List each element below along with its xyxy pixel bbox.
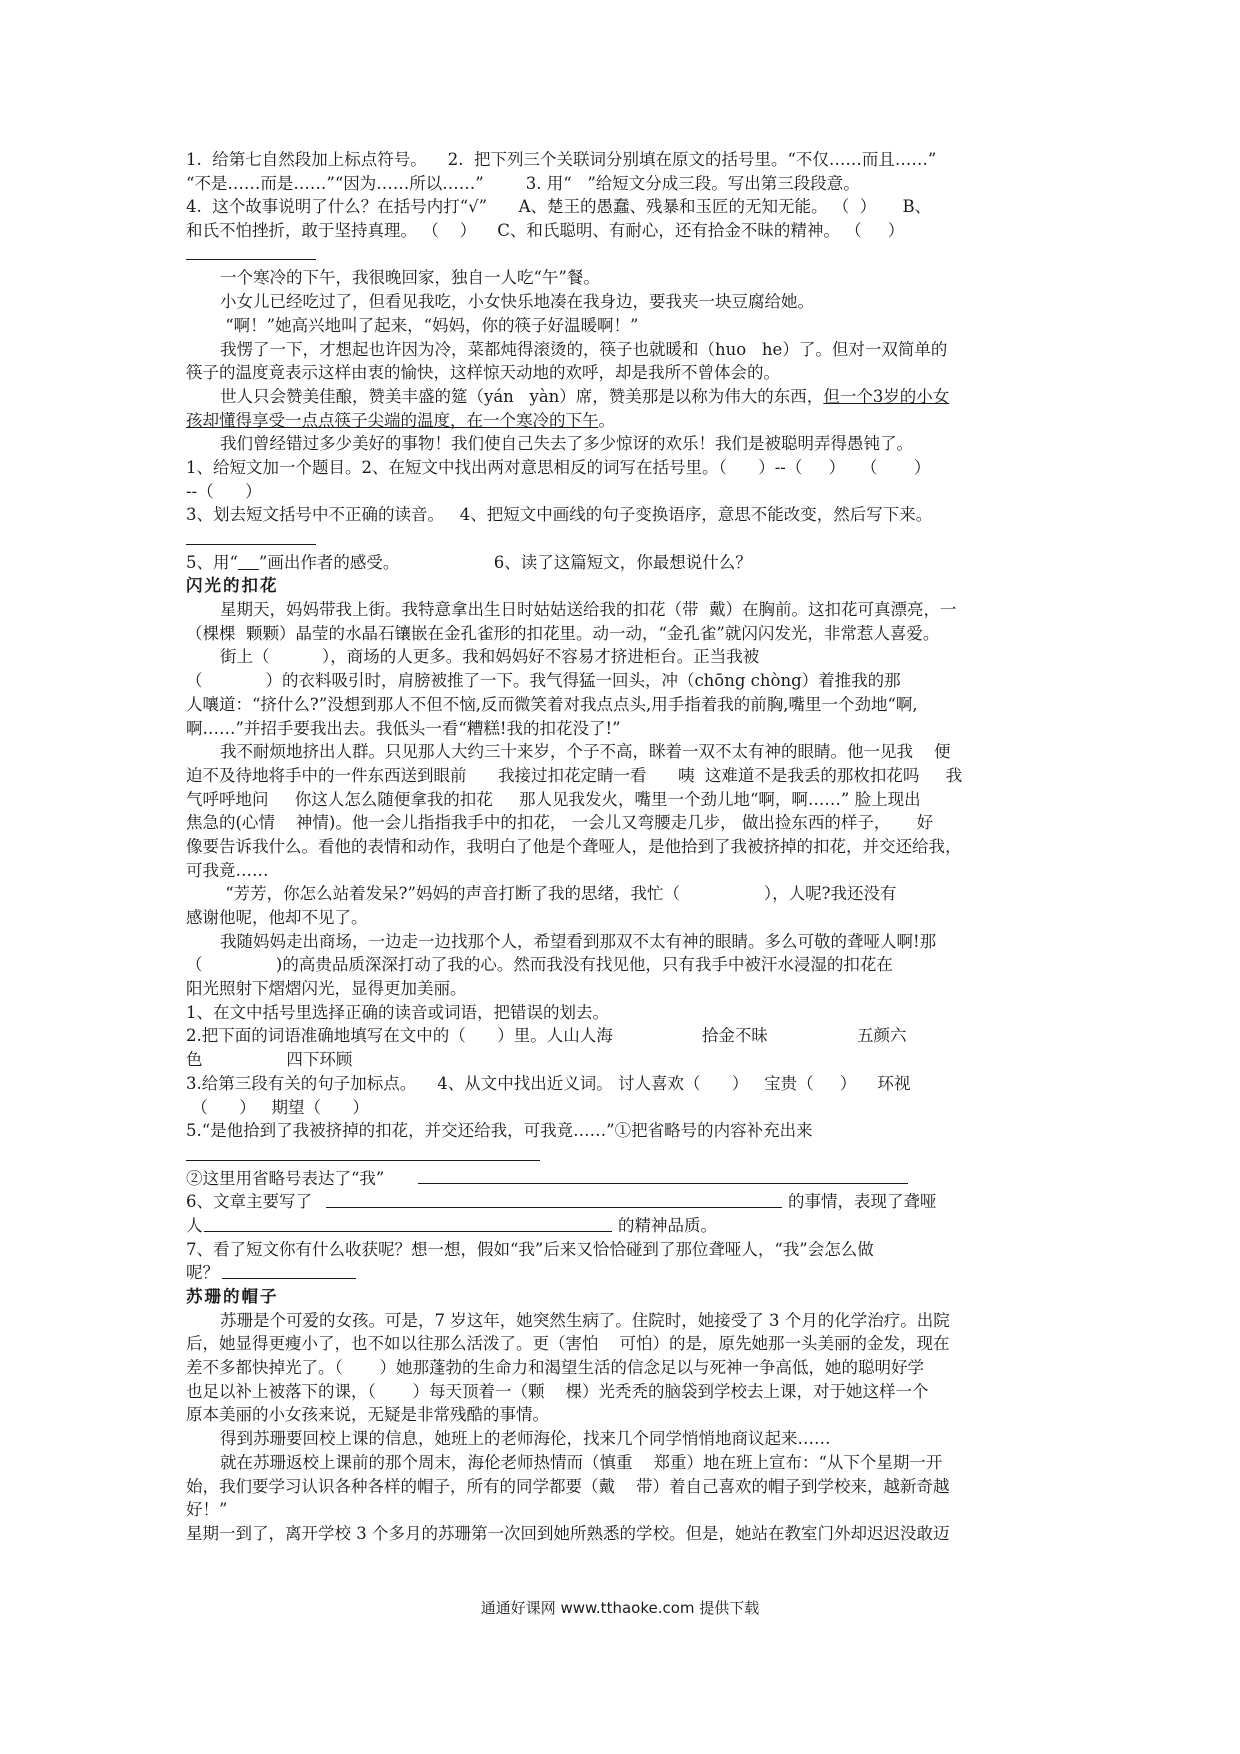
question-line bbox=[186, 1167, 1058, 1191]
text-span: 6、文章主要写了 bbox=[186, 1192, 312, 1212]
paragraph-line: 啊……”并招手要我出去。我低头一看“糟糕!我的扣花没了!” bbox=[186, 718, 621, 738]
question-line: 1、在文中括号里选择正确的读音或词语，把错误的划去。 bbox=[186, 1002, 609, 1022]
question-line: 7、看了短文你有什么收获呢？想一想，假如“我”后来又恰恰碰到了那位聋哑人，“我”会怎么做 bbox=[186, 1239, 874, 1259]
question-line: 色 四下环顾 bbox=[186, 1050, 353, 1070]
paragraph-line bbox=[186, 409, 1058, 433]
underlined-sentence: 孩却懂得享受一点点筷子尖端的温度，在一个寒冷的下午 bbox=[186, 410, 599, 430]
question-line bbox=[186, 551, 1058, 575]
text-span: 的事情，表现了聋哑 bbox=[788, 1192, 937, 1212]
question-line: 1、给短文加一个题目。2、在短文中找出两对意思相反的词写在括号里。（ ）--（ ） （ ） bbox=[186, 457, 931, 477]
paragraph-line: 我们曾经错过多少美好的事物！我们使自己失去了多少惊讶的欢乐！我们是被聪明弄得愚钝了。 bbox=[220, 434, 913, 454]
paragraph-line: 焦急的(心情 神情)。他一会儿指指我手中的扣花， 一会儿又弯腰走几步， 做出捡东西的样子， 好 bbox=[186, 813, 934, 833]
text-span: ②这里用省略号表达了“我” bbox=[186, 1168, 385, 1188]
paragraph-line: 好！” bbox=[186, 1500, 228, 1520]
paragraph-line: 就在苏珊返校上课前的那个周末，海伦老师热情而（慎重 郑重）地在班上宣布：“从下个星期一开 bbox=[220, 1452, 943, 1472]
question-line: 2.把下面的词语准确地填写在文中的（ ）里。人山人海 拾金不昧 五颜六 bbox=[186, 1026, 907, 1046]
paragraph-line: 我随妈妈走出商场，一边走一边找那个人，希望看到那双不太有神的眼睛。多么可敬的聋哑人啊!那 bbox=[220, 931, 937, 951]
text-span: ”画出作者的感受。 6、读了这篇短文，你最想说什么？ bbox=[258, 552, 752, 572]
paragraph-line: “芳芳，你怎么站着发呆?”妈妈的声音打断了我的思绪，我忙（ ），人呢?我还没有 bbox=[220, 884, 897, 904]
text-span: 5、用“ bbox=[186, 552, 238, 572]
text-span: 人 bbox=[186, 1215, 203, 1235]
question-line: --（ ） bbox=[186, 481, 262, 501]
question-line: 4. 这个故事说明了什么？在括号内打“√” A、楚王的愚蠢、残暴和玉匠的无知无能。 （ ） B、 bbox=[186, 197, 932, 217]
paragraph-line: 迫不及待地将手中的一件东西送到眼前 我接过扣花定睛一看 咦 这难道不是我丢的那枚扣花吗 我 bbox=[186, 765, 963, 785]
section-title: 闪光的扣花 bbox=[186, 576, 279, 596]
underline-mark bbox=[238, 553, 259, 572]
paragraph-line: （棵棵 颗颗）晶莹的水晶石镶嵌在金孔雀形的扣花里。动一动，“金孔雀”就闪闪发光，非常惹人喜爱。 bbox=[186, 623, 940, 643]
paragraph-line: 像要告诉我什么。看他的表情和动作，我明白了他是个聋哑人，是他拾到了我被挤掉的扣花，并交还给我， bbox=[186, 836, 962, 856]
paragraph-line: 气呼呼地问 你这人怎么随便拿我的扣花 那人见我发火，嘴里一个劲儿地“啊，啊……” 脸上现出 bbox=[186, 789, 921, 809]
question-line: （ ） 期望（ ） bbox=[186, 1097, 369, 1117]
paragraph-line: 小女儿已经吃过了，但看见我吃，小女快乐地凑在我身边，要我夹一块豆腐给她。 bbox=[220, 292, 814, 312]
paragraph-line: 街上（ ），商场的人更多。我和妈妈好不容易才挤进柜台。正当我被 bbox=[220, 647, 760, 667]
answer-blank bbox=[418, 1183, 908, 1184]
paragraph-line: 感谢他呢，他却不见了。 bbox=[186, 908, 368, 927]
paragraph-line: 星期一到了，离开学校 3 个多月的苏珊第一次回到她所熟悉的学校。但是，她站在教室门外却迟迟没敢迈 bbox=[186, 1523, 950, 1543]
text-span: 呢？ bbox=[186, 1263, 219, 1283]
paragraph-line: 得到苏珊要回校上课的信息，她班上的老师海伦，找来几个同学悄悄地商议起来…… bbox=[220, 1429, 831, 1449]
paragraph-line bbox=[186, 385, 1058, 409]
underlined-sentence: 但一个3岁的小女 bbox=[823, 386, 950, 406]
text-span: 的精神品质。 bbox=[618, 1215, 717, 1235]
question-line bbox=[186, 1214, 1058, 1238]
answer-blank bbox=[186, 1143, 1058, 1167]
question-line: “不是……而是……”“因为……所以……” 3. 用“ ”给短文分成三段。写出第三段段意。 bbox=[186, 173, 860, 193]
paragraph-line: 我不耐烦地挤出人群。只见那人大约三十来岁，个子不高，眯着一双不太有神的眼睛。他一见我 便 bbox=[220, 742, 951, 762]
paragraph-line: 苏珊是个可爱的女孩。可是，7 岁这年，她突然生病了。住院时，她接受了 3 个月的化学治疗。出院 bbox=[220, 1310, 950, 1330]
paragraph-line: 我愣了一下，才想起也许因为冷，菜都炖得滚烫的，筷子也就暖和（huo he）了。但对一双简单的 bbox=[220, 339, 948, 359]
paragraph-line: 筷子的温度竟表示这样由衷的愉快，这样惊天动地的欢呼，却是我所不曾体会的。 bbox=[186, 363, 780, 383]
paragraph-line: 一个寒冷的下午，我很晚回家，独自一人吃“午”餐。 bbox=[220, 268, 600, 288]
answer-blank bbox=[326, 1207, 782, 1208]
paragraph-line: 后，她显得更瘦小了，也不如以往那么活泼了。更（害怕 可怕）的是，原先她那一头美丽的金发，现在 bbox=[186, 1334, 950, 1354]
paragraph-line: （ )的高贵品质深深打动了我的心。然而我没有找见他，只有我手中被汗水浸湿的扣花在 bbox=[186, 955, 893, 975]
section-title: 苏珊的帽子 bbox=[186, 1287, 279, 1306]
paragraph-line: 人嚷道：“挤什么?”没想到那人不但不恼,反而微笑着对我点点头,用手指着我的前胸,嘴里一个劲地“啊, bbox=[186, 694, 918, 714]
paragraph-line: 差不多都快掉光了。（ ）她那蓬勃的生命力和渴望生活的信念足以与死神一争高低，她的聪明好学 bbox=[186, 1358, 924, 1378]
answer-blank bbox=[186, 243, 1058, 267]
answer-blank bbox=[222, 1278, 356, 1279]
document-page bbox=[186, 148, 1058, 1546]
question-line bbox=[186, 1190, 1058, 1214]
question-line: 3、划去短文括号中不正确的读音。 4、把短文中画线的句子变换语序，意思不能改变，然后写下来。 bbox=[186, 505, 933, 525]
question-line: 3.给第三段有关的句子加标点。 4、从文中找出近义词。 讨人喜欢（ ） 宝贵（ ） 环视 bbox=[186, 1073, 911, 1093]
answer-blank bbox=[186, 527, 1058, 551]
paragraph-line: 始，我们要学习认识各种各样的帽子，所有的同学都要（戴 带）着自己喜欢的帽子到学校来，越新奇越 bbox=[186, 1476, 950, 1496]
page-footer: 通通好课网 www.tthaoke.com 提供下载 bbox=[480, 1599, 760, 1617]
question-line: 1. 给第七自然段加上标点符号。 2. 把下列三个关联词分别填在原文的括号里。“不仅……而且……” bbox=[186, 150, 937, 169]
paragraph-line: （ ）的衣料吸引时，肩膀被推了一下。我气得猛一回头，冲（chōng chòng）着推我的那 bbox=[186, 671, 901, 691]
paragraph-line: 星期天，妈妈带我上街。我特意拿出生日时姑姑送给我的扣花（带 戴）在胸前。这扣花可真漂亮，一 bbox=[220, 600, 957, 620]
question-line bbox=[186, 1261, 1058, 1285]
question-line: 和氏不怕挫折，敢于坚持真理。 （ ） C、和氏聪明、有耐心，还有拾金不昧的精神。 （ ） bbox=[186, 221, 905, 241]
paragraph-line: 原本美丽的小女孩来说，无疑是非常残酷的事情。 bbox=[186, 1405, 549, 1425]
text-span: 世人只会赞美佳酿，赞美丰盛的筵（yán yàn）席，赞美那是以称为伟大的东西， bbox=[220, 386, 824, 406]
paragraph-line: “啊！”她高兴地叫了起来，“妈妈，你的筷子好温暖啊！” bbox=[220, 315, 639, 335]
text-span: 。 bbox=[598, 410, 615, 430]
paragraph-line: 可我竟…… bbox=[186, 860, 269, 880]
answer-blank bbox=[204, 1231, 612, 1232]
paragraph-line: 阳光照射下熠熠闪光，显得更加美丽。 bbox=[186, 979, 467, 999]
question-line: 5.“是他拾到了我被挤掉的扣花，并交还给我，可我竟……”①把省略号的内容补充出来 bbox=[186, 1121, 813, 1141]
paragraph-line: 也足以补上被落下的课，（ ）每天顶着一（颗 棵）光秃秃的脑袋到学校去上课，对于她这样一个 bbox=[186, 1381, 929, 1401]
